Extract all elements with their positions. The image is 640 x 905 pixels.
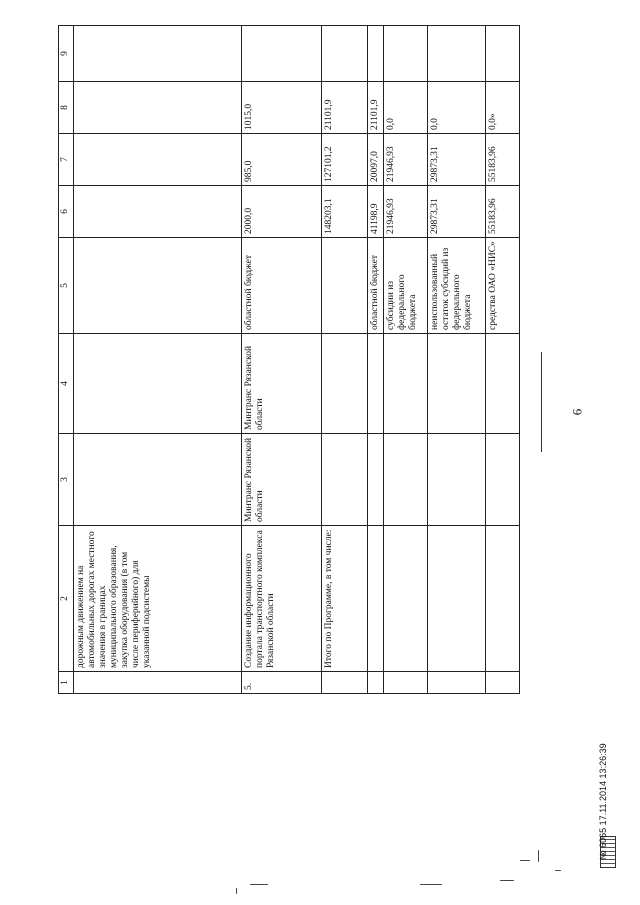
- cell-name: [384, 526, 428, 672]
- table-row: [242, 26, 322, 694]
- cell-executor: [74, 434, 242, 526]
- scan-mark: [555, 870, 561, 871]
- cell-recipient: [322, 334, 368, 434]
- cell-name: Создание информационного портала транспортного комплекса Рязанской области: [242, 526, 322, 672]
- program-table: [58, 25, 520, 694]
- cell-recipient: Минтранс Рязанской области: [242, 334, 322, 434]
- cell-total: [74, 186, 242, 238]
- cell-year3: [322, 26, 368, 82]
- cell-total: 148203,1: [322, 186, 368, 238]
- cell-executor: Минтранс Рязанской области: [242, 434, 322, 526]
- cell-year2: [74, 82, 242, 134]
- cell-source: областной бюджет: [368, 238, 384, 334]
- scan-mark: [538, 850, 539, 862]
- cell-year3: [428, 26, 486, 82]
- cell-name: Итого по Программе, в том числе:: [322, 526, 368, 672]
- signature-line: [541, 352, 542, 452]
- header-cell: 4: [59, 334, 74, 434]
- cell-source: средства ОАО «НИС»: [486, 238, 520, 334]
- scan-mark: [520, 860, 530, 861]
- table-row: [486, 26, 520, 694]
- cell-num: [74, 672, 242, 694]
- cell-name: [486, 526, 520, 672]
- cell-year3: [242, 26, 322, 82]
- cell-num: 5.: [242, 672, 322, 694]
- cell-total: 29873,31: [428, 186, 486, 238]
- scan-mark: [250, 884, 268, 885]
- header-cell: 6: [59, 186, 74, 238]
- cell-executor: [486, 434, 520, 526]
- cell-year1: 29873,31: [428, 134, 486, 186]
- table-row: [428, 26, 486, 694]
- cell-year3: [74, 26, 242, 82]
- cell-year1: 985,0: [242, 134, 322, 186]
- cell-recipient: [368, 334, 384, 434]
- cell-recipient: [486, 334, 520, 434]
- page-number: 6: [569, 408, 585, 416]
- footer-doc-label: № 6065 17.11.2014 13:26:39: [598, 743, 608, 860]
- header-cell: 7: [59, 134, 74, 186]
- cell-name: [368, 526, 384, 672]
- cell-num: [384, 672, 428, 694]
- cell-year3: [486, 26, 520, 82]
- table-row: [74, 26, 242, 694]
- cell-num: [428, 672, 486, 694]
- cell-source: субсидии из федерального бюджета: [384, 238, 428, 334]
- cell-year2: 21101,9: [322, 82, 368, 134]
- cell-year3: [384, 26, 428, 82]
- cell-year2: 0,0: [384, 82, 428, 134]
- cell-executor: [384, 434, 428, 526]
- cell-year2: 1015,0: [242, 82, 322, 134]
- cell-recipient: [74, 334, 242, 434]
- cell-name: дорожным движением на автомобильных дорогах местного значения в границах муниципального образования, закупка оборудования (в том числе периферийного) для указанной подсистемы: [74, 526, 242, 672]
- header-cell: 9: [59, 26, 74, 82]
- cell-num: [486, 672, 520, 694]
- header-cell: 2: [59, 526, 74, 672]
- table-row: [384, 26, 428, 694]
- cell-year3: [368, 26, 384, 82]
- cell-name: [428, 526, 486, 672]
- cell-year1: 127101,2: [322, 134, 368, 186]
- cell-year2: 0,0»: [486, 82, 520, 134]
- cell-total: 55183,96: [486, 186, 520, 238]
- scan-mark: [500, 880, 514, 881]
- cell-year1: [74, 134, 242, 186]
- cell-year1: 55183,96: [486, 134, 520, 186]
- table-header-row: [59, 26, 74, 694]
- cell-executor: [368, 434, 384, 526]
- scan-mark: [236, 888, 237, 894]
- cell-year2: 21101,9: [368, 82, 384, 134]
- cell-total: 21946,93: [384, 186, 428, 238]
- cell-num: [368, 672, 384, 694]
- cell-total: 2000,0: [242, 186, 322, 238]
- cell-source: областной бюджет: [242, 238, 322, 334]
- cell-source: [322, 238, 368, 334]
- cell-recipient: [428, 334, 486, 434]
- cell-year1: 21946,93: [384, 134, 428, 186]
- cell-num: [322, 672, 368, 694]
- cell-source: неиспользованный остаток субсидий из федерального бюджета: [428, 238, 486, 334]
- scan-mark: [420, 884, 442, 885]
- cell-source: [74, 238, 242, 334]
- header-cell: 3: [59, 434, 74, 526]
- cell-executor: [322, 434, 368, 526]
- header-cell: 1: [59, 672, 74, 694]
- cell-recipient: [384, 334, 428, 434]
- cell-year2: 0,0: [428, 82, 486, 134]
- table-row: [322, 26, 368, 694]
- header-cell: 8: [59, 82, 74, 134]
- header-cell: 5: [59, 238, 74, 334]
- rotated-table-container: [58, 51, 518, 694]
- table-row: [368, 26, 384, 694]
- cell-year1: 20097,0: [368, 134, 384, 186]
- cell-total: 41198,9: [368, 186, 384, 238]
- cell-executor: [428, 434, 486, 526]
